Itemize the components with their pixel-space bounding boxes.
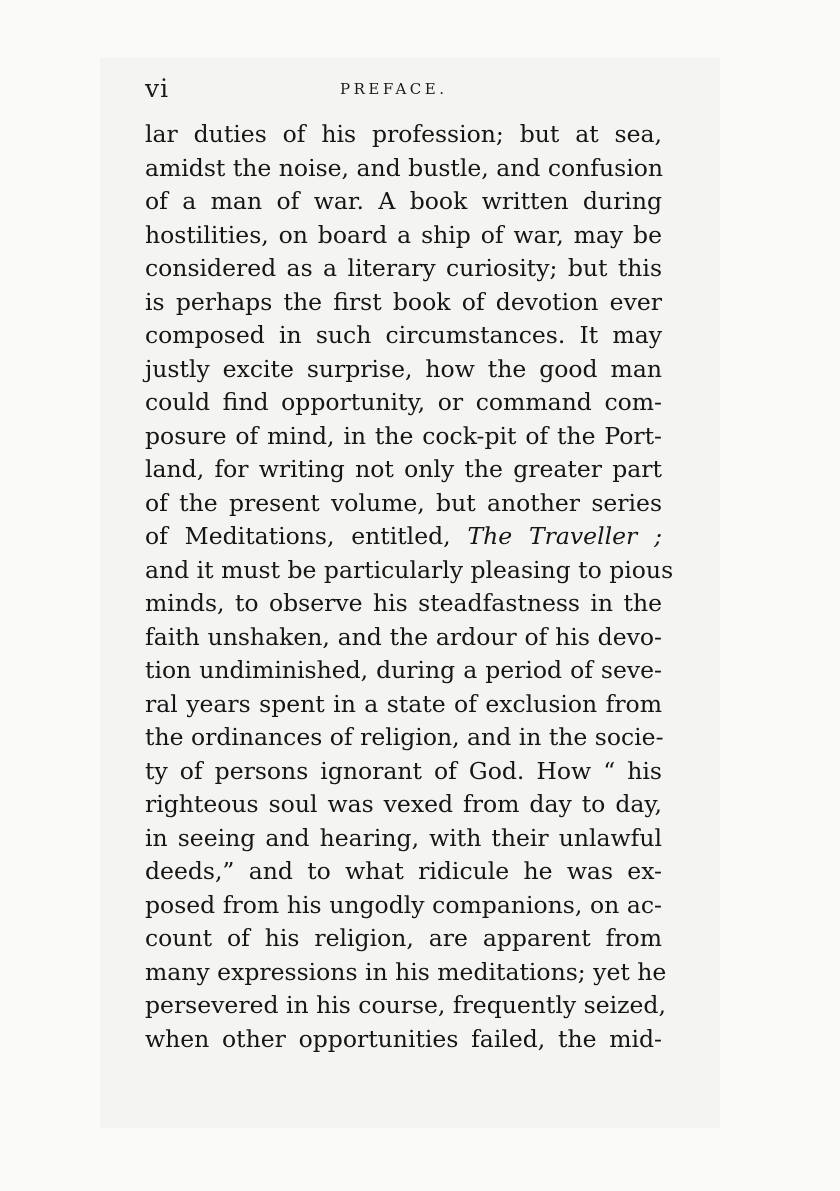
text-line: could find opportunity, or command com- [145,388,662,416]
text-line: and it must be particularly pleasing to pious [145,555,674,584]
text-line: persevered in his course, frequently seized, [145,991,666,1019]
text-line-with-title [145,520,662,554]
text-line: ty of persons ignorant of God. How “ his [145,756,662,785]
text-line: in seeing and hearing, with their unlawful [145,823,662,852]
page-number: vi [145,74,170,103]
text-line: many expressions in his meditations; yet he [145,957,667,986]
body-text [145,118,674,1056]
text-line: posed from his ungodly companions, on ac- [145,890,662,919]
text-line-segment: of Meditations, entitled, [145,522,451,550]
text-line: deeds,” and to what ridicule he was ex- [145,857,662,885]
page-header [145,72,665,108]
text-line: count of his religion, are apparent from [145,924,662,952]
text-line: minds, to observe his steadfastness in the [145,589,662,617]
text-line: land, for writing not only the greater part [145,455,662,483]
text-line: righteous soul was vexed from day to day, [145,790,662,818]
text-line: lar duties of his profession; but at sea, [145,120,662,148]
text-line: amidst the noise, and bustle, and confusion [145,153,663,182]
text-line: of a man of war. A book written during [145,187,662,215]
text-line: tion undiminished, during a period of seve- [145,656,662,684]
text-line: ral years spent in a state of exclusion from [145,689,662,718]
text-line: justly excite surprise, how the good man [145,354,662,383]
text-line: hostilities, on board a ship of war, may be [145,220,662,249]
text-line: of the present volume, but another series [145,488,662,517]
text-line: posure of mind, in the cock-pit of the Port- [145,421,662,450]
running-head: PREFACE. [340,80,448,98]
text-line: faith unshaken, and the ardour of his devo- [145,622,662,651]
text-line: is perhaps the first book of devotion ever [145,287,662,316]
text-line: composed in such circumstances. It may [145,321,662,349]
text-line: when other opportunities failed, the mid- [145,1024,662,1053]
book-title-italic: The Traveller ; [467,522,662,550]
text-line: the ordinances of religion, and in the socie- [145,723,664,751]
text-line: considered as a literary curiosity; but this [145,254,662,282]
